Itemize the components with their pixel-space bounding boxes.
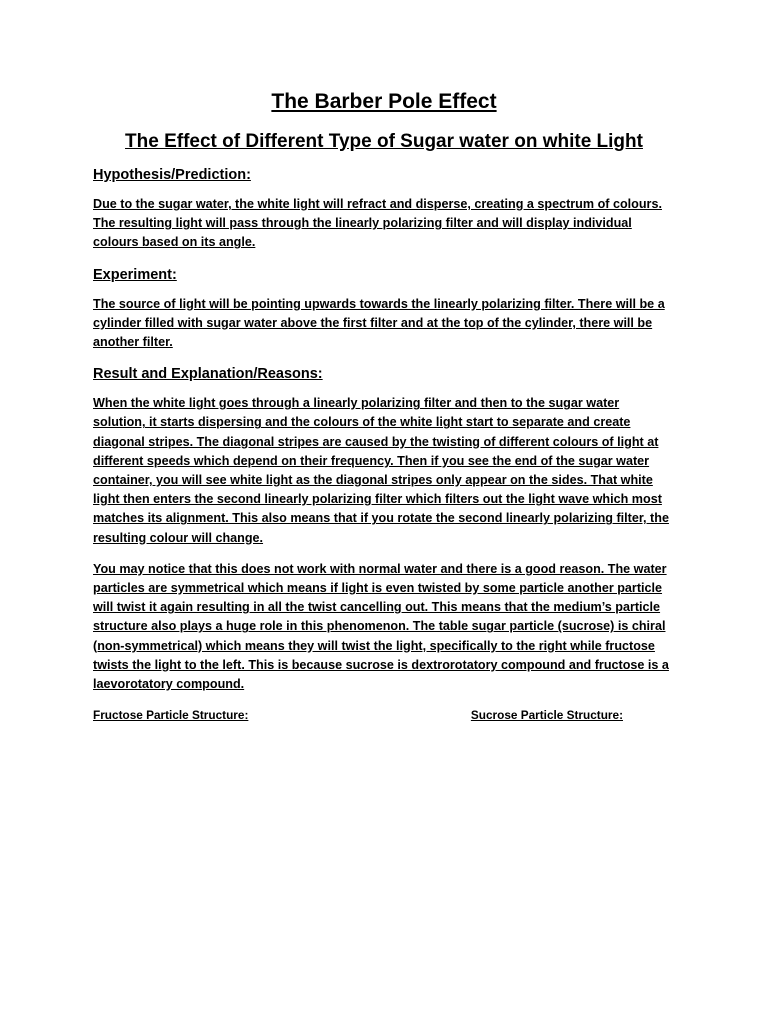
experiment-section (93, 265, 675, 353)
document-title: The Barber Pole Effect (271, 90, 497, 113)
hypothesis-paragraph: Due to the sugar water, the white light will refract and disperse, creating a spectrum of colours. The resulting light will pass through the linearly polarizing filter and will display individual colours based on its angle. (93, 197, 662, 250)
document-subtitle: The Effect of Different Type of Sugar water on white Light (125, 131, 643, 152)
result-paragraph-2: You may notice that this does not work with normal water and there is a good reason. The water particles are symmetrical which means if light is even twisted by some particle another particle will twist it again resulting in all the twist cancelling out. This means that the medium’s particle structure also plays a huge role in this phenomenon. The table sugar particle (sucrose) is chiral (non-symmetrical) which means they will twist the light, specifically to the right while fructose twists the light to the left. This is because sucrose is dextrorotatory compound and fructose is a laevorotatory compound. (93, 561, 669, 692)
sucrose-structure-label: Sucrose Particle Structure: (470, 708, 623, 723)
result-paragraph-1: When the white light goes through a linearly polarizing filter and then to the sugar water solution, it starts dispersing and the colours of the white light start to separate and create diagonal stripes. The diagonal stripes are caused by the twisting of different colours of light at different speeds which depend on their frequency. Then if you see the end of the sugar water container, you will see white light as the diagonal stripes only appear on the sides. That white light then enters the second linearly polarizing filter which filters out the light wave which most matches its alignment. This also means that if you rotate the second linearly polarizing filter, the resulting colour will change. (93, 396, 669, 545)
experiment-paragraph: The source of light will be pointing upwards towards the linearly polarizing filter. There will be a cylinder filled with sugar water above the first filter and at the top of the cylinder, there will be another filter. (93, 296, 665, 350)
hypothesis-heading: Hypothesis/Prediction: (93, 167, 251, 183)
structure-labels (93, 706, 675, 724)
fructose-structure-label: Fructose Particle Structure: (93, 708, 249, 723)
hypothesis-section (93, 165, 675, 253)
result-heading: Result and Explanation/Reasons: (93, 366, 323, 383)
result-section (93, 364, 675, 694)
experiment-heading: Experiment: (93, 266, 177, 283)
